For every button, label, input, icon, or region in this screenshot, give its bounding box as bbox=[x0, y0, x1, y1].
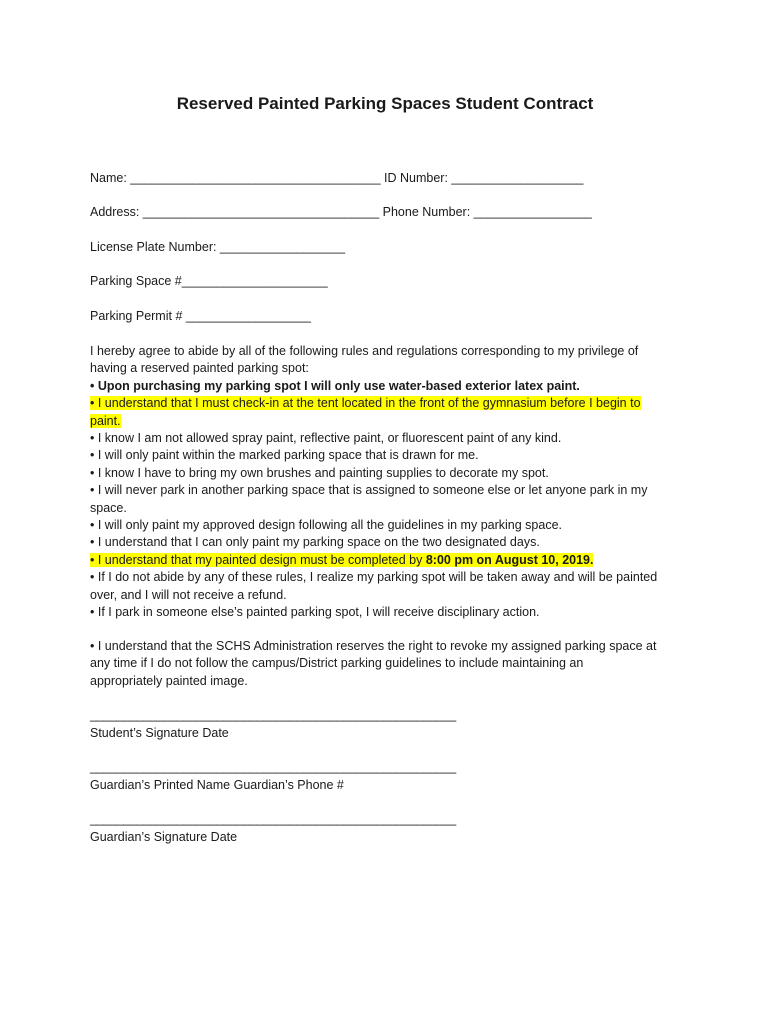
rule-check-in-line-2 bbox=[90, 413, 675, 430]
address-phone-field-line: Address: __________________________________ Phone Number: _________________ bbox=[90, 205, 592, 219]
student-signature-line: _______________________________________________________ bbox=[90, 708, 456, 722]
rule-deadline-date: 8:00 pm on August 10, 2019. bbox=[425, 552, 594, 567]
rule-no-other-space-line-2: space. bbox=[90, 500, 127, 515]
admin-clause-line-1: • I understand that the SCHS Administration reserves the right to revoke my assigned parking space at bbox=[90, 639, 657, 653]
document-title: Reserved Painted Parking Spaces Student Contract bbox=[176, 94, 594, 113]
rule-own-supplies: • I know I have to bring my own brushes and painting supplies to decorate my spot. bbox=[90, 465, 549, 480]
rule-approved-design: • I will only paint my approved design following all the guidelines in my parking space. bbox=[90, 518, 562, 533]
rule-no-spray-paint: • I know I am not allowed spray paint, reflective paint, or fluorescent paint of any kind. bbox=[90, 431, 562, 446]
rule-disciplinary-action: • If I park in someone else’s painted parking spot, I will receive disciplinary action. bbox=[90, 605, 540, 620]
rule-paint-within-space: • I will only paint within the marked parking space that is drawn for me. bbox=[90, 448, 479, 463]
admin-clause-section bbox=[90, 638, 675, 690]
parking-permit-field-line: Parking Permit # __________________ bbox=[90, 309, 312, 323]
name-id-field-line: Name: ____________________________________ ID Number: ___________________ bbox=[90, 171, 584, 185]
rule-consequence-line-2: over, and I will not receive a refund. bbox=[90, 587, 287, 602]
rule-check-in-highlight-2: paint. bbox=[90, 413, 121, 428]
rule-deadline bbox=[90, 552, 675, 569]
agreement-intro-line-2: having a reserved painted parking spot: bbox=[90, 361, 309, 376]
rule-water-based-paint: • Upon purchasing my parking spot I will only use water-based exterior latex paint. bbox=[90, 378, 580, 393]
rule-check-in-highlight-1: • I understand that I must check-in at the tent located in the front of the gymnasium before I begin to bbox=[90, 396, 641, 411]
rule-consequence-line-1: • If I do not abide by any of these rules, I realize my parking spot will be taken away and will be painted bbox=[90, 570, 658, 585]
agreement-intro-line-1: I hereby agree to abide by all of the following rules and regulations corresponding to my privilege of bbox=[90, 344, 639, 358]
license-plate-field-line: License Plate Number: __________________ bbox=[90, 240, 346, 254]
agreement-section bbox=[90, 343, 675, 622]
student-signature-label: Student’s Signature Date bbox=[90, 726, 229, 740]
parking-space-field-line: Parking Space #_____________________ bbox=[90, 274, 328, 288]
rule-designated-days: • I understand that I can only paint my parking space on the two designated days. bbox=[90, 535, 540, 550]
guardian-printed-name-label: Guardian’s Printed Name Guardian’s Phone # bbox=[90, 778, 344, 792]
guardian-signature-label: Guardian’s Signature Date bbox=[90, 830, 238, 844]
rule-deadline-text: • I understand that my painted design must be completed by bbox=[90, 552, 426, 567]
rule-no-other-space-line-1: • I will never park in another parking space that is assigned to someone else or let anyone park in my bbox=[90, 483, 648, 498]
admin-clause-line-3: appropriately painted image. bbox=[90, 673, 248, 688]
guardian-printed-name-line: _______________________________________________________ bbox=[90, 760, 456, 774]
rule-check-in-line-1 bbox=[90, 395, 675, 412]
guardian-signature-line: _______________________________________________________ bbox=[90, 812, 456, 826]
rule-deadline-highlight bbox=[90, 553, 593, 567]
admin-clause-line-2: any time if I do not follow the campus/District parking guidelines to include maintaining an bbox=[90, 656, 584, 671]
